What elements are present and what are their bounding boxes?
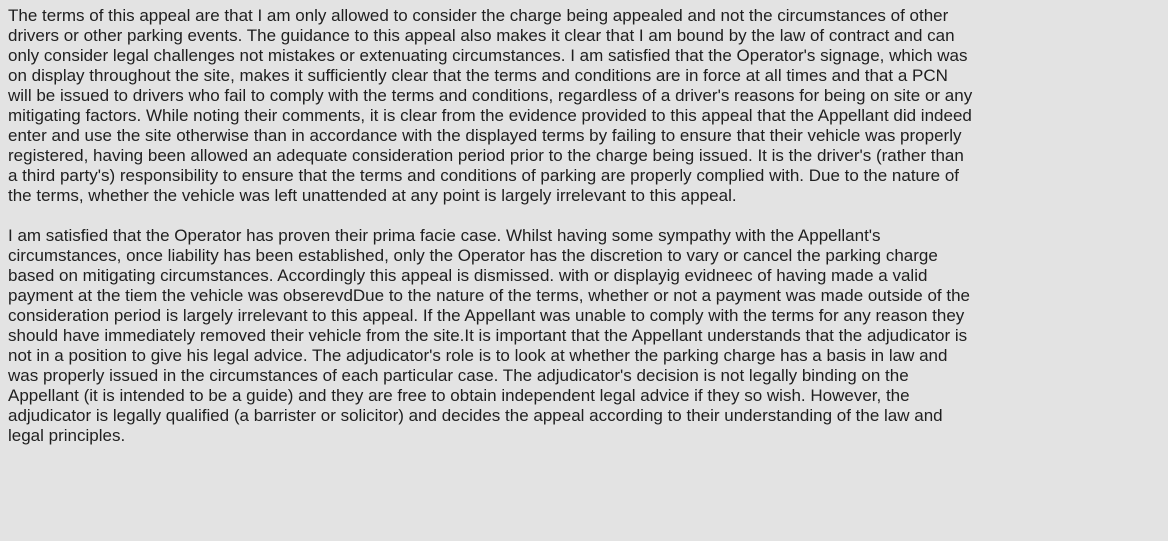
- paragraph-line: on display throughout the site, makes it sufficiently clear that the terms and conditions are in force at all times and that a PCN: [8, 66, 948, 85]
- paragraph-line: drivers or other parking events. The guidance to this appeal also makes it clear that I am bound by the law of contract and can: [8, 26, 955, 45]
- paragraph-line: not in a position to give his legal advice. The adjudicator's role is to look at whether the parking charge has a basis in law and: [8, 346, 948, 365]
- paragraph-line: only consider legal challenges not mistakes or extenuating circumstances. I am satisfied that the Operator's signage, which was: [8, 46, 968, 65]
- appeal-dismissal-paragraph: [8, 226, 1158, 446]
- paragraph-line: a third party's) responsibility to ensure that the terms and conditions of parking are properly complied with. Due to the nature of: [8, 166, 960, 185]
- paragraph-line: consideration period is largely irrelevant to this appeal. If the Appellant was unable to comply with the terms for any reason they: [8, 306, 965, 325]
- paragraph-line: The terms of this appeal are that I am only allowed to consider the charge being appealed and not the circumstances of other: [8, 6, 949, 25]
- paragraph-line: was properly issued in the circumstances of each particular case. The adjudicator's decision is not legally binding on the: [8, 366, 909, 385]
- appeal-terms-paragraph: [8, 6, 1158, 206]
- paragraph-line: registered, having been allowed an adequate consideration period prior to the charge being issued. It is the driver's (rather than: [8, 146, 964, 165]
- paragraph-line: based on mitigating circumstances. Accordingly this appeal is dismissed. with or displayig evidneec of having made a valid: [8, 266, 928, 285]
- paragraph-line: should have immediately removed their vehicle from the site.It is important that the Appellant understands that the adjudicator is: [8, 326, 968, 345]
- paragraph-line: will be issued to drivers who fail to comply with the terms and conditions, regardless of a driver's reasons for being on site or any: [8, 86, 973, 105]
- paragraph-line: adjudicator is legally qualified (a barrister or solicitor) and decides the appeal according to their understanding of the law and: [8, 406, 943, 425]
- paragraph-line: legal principles.: [8, 426, 126, 445]
- paragraph-line: mitigating factors. While noting their comments, it is clear from the evidence provided to this appeal that the Appellant did indeed: [8, 106, 972, 125]
- paragraph-line: payment at the tiem the vehicle was obserevdDue to the nature of the terms, whether or not a payment was made outside of the: [8, 286, 970, 305]
- paragraph-line: circumstances, once liability has been established, only the Operator has the discretion to vary or cancel the parking charge: [8, 246, 938, 265]
- paragraph-line: I am satisfied that the Operator has proven their prima facie case. Whilst having some sympathy with the Appellant's: [8, 226, 881, 245]
- paragraph-line: the terms, whether the vehicle was left unattended at any point is largely irrelevant to this appeal.: [8, 186, 737, 205]
- paragraph-line: Appellant (it is intended to be a guide) and they are free to obtain independent legal advice if they so wish. However, the: [8, 386, 910, 405]
- paragraph-line: enter and use the site otherwise than in accordance with the displayed terms by failing to ensure that their vehicle was properly: [8, 126, 962, 145]
